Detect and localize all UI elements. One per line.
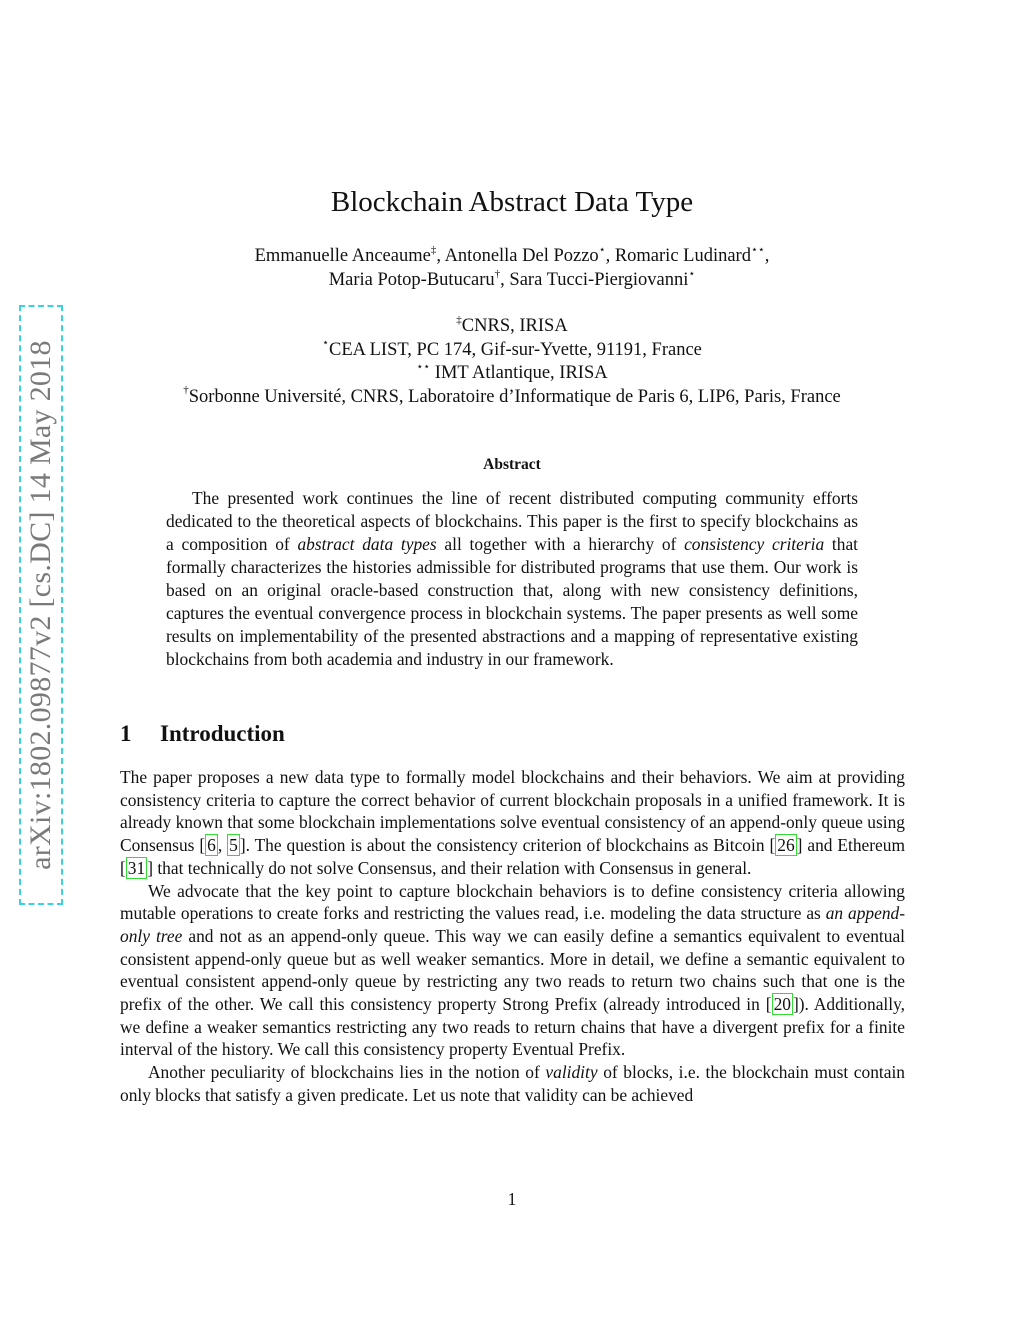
citation-link[interactable]: 5 bbox=[229, 835, 238, 856]
citation-link[interactable]: 31 bbox=[127, 857, 146, 878]
author-list: Emmanuelle Anceaume‡, Antonella Del Pozzo⋆, Romaric Ludinard⋆⋆, Maria Potop-Butucaru†, Sara Tucci-Piergiovanni⋆ bbox=[254, 243, 770, 290]
abstract-emphasis: consistency criteria bbox=[684, 534, 825, 554]
abstract-body bbox=[166, 487, 858, 671]
paragraph-text: of blocks, i.e. the blockchain must contain only blocks that satisfy a given predicate. Let us note that validity can be achieved bbox=[120, 1062, 905, 1105]
author-name: Romaric Ludinard bbox=[614, 246, 751, 266]
introduction-body bbox=[120, 766, 905, 1107]
page-number: 1 bbox=[507, 1189, 517, 1209]
affiliation-list bbox=[0, 315, 1024, 409]
paragraph: We advocate that the key point to capture blockchain behaviors is to define consistency criteria allowing mutable operations to create forks and restricting the values read, i.e. modeling the data structure as an append-only tree and not as an append-only queue. This way we can easily define a semantics equivalent to eventual consistent append-only queue but as well weaker semantics. More in detail, we define a semantic equivalent to eventual consistent append-only queue by restricting any two reads to return two chains such that one is the prefix of the other. We call this consistency property Strong Prefix (already introduced in [ 20 ]). Additionally, we define a weaker semantics restricting any two reads to return chains that have a divergent prefix for a finite interval of the history. We call this consistency property Eventual Prefix. bbox=[120, 880, 905, 1060]
affiliation-text: IMT Atlantique, IRISA bbox=[430, 363, 608, 383]
paragraph-text: ). Additionally, we define a weaker semantics restricting any two reads to return chains that have a divergent prefix for a finite interval of the history. We call this consistency property Eventual Prefix. bbox=[120, 994, 905, 1060]
author-mark: ⋆⋆ bbox=[750, 243, 765, 256]
paragraph: The paper proposes a new data type to formally model blockchains and their behaviors. We aim at providing consistency criteria to capture the correct behavior of current blockchain proposals in a unified framework. It is already known that some blockchain implementations solve eventual consistency of an append-only queue using Consensus [ 6 , 5 ]. The question is about the consistency criterion of blockchains as Bitcoin [ 26 ] and Ethereum [ 31 ] that technically do not solve Consensus, and their relation with Consensus in general. bbox=[120, 767, 905, 878]
author-name: Maria Potop-Butucaru bbox=[328, 270, 495, 290]
arxiv-stamp-text: arXiv:1802.09877v2 [cs.DC] 14 May 2018 bbox=[24, 340, 57, 870]
paragraph-text: that technically do not solve Consensus, and their relation with Consensus in general. bbox=[152, 857, 752, 878]
affiliation bbox=[0, 339, 1024, 363]
paragraph-emphasis: an append-only tree bbox=[120, 903, 905, 946]
affiliation-mark: † bbox=[183, 384, 189, 397]
author-name: Emmanuelle Anceaume bbox=[254, 246, 431, 266]
paragraph-text: We advocate that the key point to capture blockchain behaviors is to define consistency criteria allowing mutable operations to create forks and restricting the values read, i.e. modeling the data structure as bbox=[120, 880, 905, 924]
abstract-text: all together with a hierarchy of bbox=[436, 534, 685, 554]
affiliation-mark: ⋆⋆ bbox=[416, 360, 431, 373]
affiliation-text: Sorbonne Université, CNRS, Laboratoire d’Informatique de Paris 6, LIP6, Paris, France bbox=[188, 386, 841, 407]
citation-link[interactable]: 6 bbox=[207, 835, 216, 856]
paragraph-text: Another peculiarity of blockchains lies in the notion of bbox=[148, 1062, 546, 1083]
paragraph-text: and Ethereum bbox=[802, 835, 905, 856]
author-mark: ⋆ bbox=[688, 267, 696, 280]
paragraph bbox=[120, 1061, 905, 1106]
affiliation bbox=[0, 362, 1024, 386]
affiliation-text: CEA LIST, PC 174, Gif-sur-Yvette, 91191, France bbox=[329, 339, 702, 360]
affiliation bbox=[0, 386, 1024, 410]
paragraph-text: . The question is about the consistency criterion of blockchains as Bitcoin bbox=[245, 835, 770, 856]
affiliation-text: CNRS, IRISA bbox=[461, 316, 568, 336]
abstract-heading: Abstract bbox=[483, 456, 541, 473]
author-name: Sara Tucci-Piergiovanni bbox=[509, 270, 689, 290]
author-mark: ‡ bbox=[430, 243, 437, 256]
abstract-text: The presented work continues the line of recent distributed computing community efforts dedicated to the theoretical aspects of blockchains. This paper is the first to specify blockchains as a composition of bbox=[166, 488, 858, 554]
affiliation-mark: ⋆ bbox=[322, 337, 329, 350]
abstract-emphasis: abstract data types bbox=[297, 534, 437, 554]
author-mark: ⋆ bbox=[598, 243, 606, 256]
section-heading bbox=[120, 721, 285, 747]
paragraph-emphasis: validity bbox=[545, 1062, 598, 1083]
section-number: 1 bbox=[120, 721, 132, 746]
citation-link[interactable]: 26 bbox=[777, 835, 795, 856]
section-title: Introduction bbox=[160, 721, 285, 746]
citation-link[interactable]: 20 bbox=[773, 994, 791, 1015]
paper-title: Blockchain Abstract Data Type bbox=[330, 186, 694, 218]
affiliation-mark: ‡ bbox=[456, 313, 462, 326]
author-name: Antonella Del Pozzo bbox=[444, 246, 599, 266]
paragraph-text: The paper proposes a new data type to formally model blockchains and their behaviors. We aim at providing consistency criteria to capture the correct behavior of current blockchain proposals in a unified framework. It is already known that some blockchain implementations solve eventual consistency of an append-only queue using Consensus bbox=[120, 767, 905, 856]
paragraph-text: and not as an append-only queue. This way we can easily define a semantics equivalent to eventual consistent append-only queue but as well weaker semantics. More in detail, we define a semantic equivalent to eventual consistent append-only queue by restricting any two reads to return two chains such that one is the prefix of the other. We call this consistency property Strong Prefix (already introduced in bbox=[120, 925, 905, 1015]
abstract-text: that formally characterizes the histories admissible for distributed programs that use them. Our work is based on an original oracle-based construction that, along with new consistency definitions, captures the eventual convergence process in blockchain systems. The paper presents as well some results on implementability of the presented abstractions and a mapping of representative existing blockchains from both academia and industry in our framework. bbox=[166, 534, 859, 669]
author-mark: † bbox=[494, 267, 501, 280]
affiliation bbox=[0, 315, 1024, 339]
